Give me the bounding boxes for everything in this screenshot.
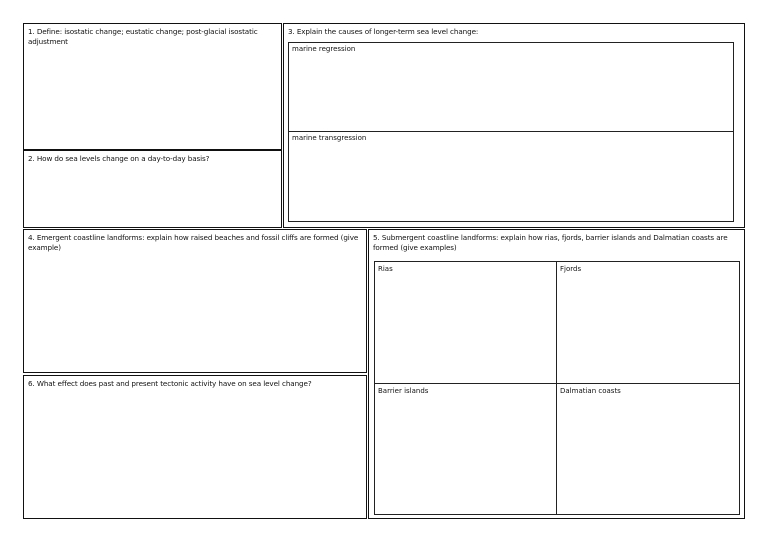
q3-transgression-label: marine transgression xyxy=(292,134,367,142)
q5-cell-fjords xyxy=(556,261,740,384)
q4-box xyxy=(23,229,367,373)
q5-cell-fjords-label: Fjords xyxy=(560,265,582,273)
q2-box xyxy=(23,150,282,228)
q1-prompt: 1. Define: isostatic change; eustatic change; post-glacial isostatic adjustment xyxy=(28,27,258,46)
q3-regression-cell xyxy=(288,42,734,132)
q6-box xyxy=(23,375,367,519)
q5-cell-barrier-islands-label: Barrier islands xyxy=(378,387,429,395)
q5-cell-dalmatian-coasts xyxy=(556,383,740,515)
q5-prompt: 5. Submergent coastline landforms: explain how rias, fjords, barrier islands and Dalmatian coasts are formed (give examples) xyxy=(373,233,728,252)
q3-regression-label: marine regression xyxy=(292,45,356,53)
q5-cell-rias-label: Rias xyxy=(378,265,393,273)
q3-transgression-cell xyxy=(288,131,734,222)
q3-prompt: 3. Explain the causes of longer-term sea level change: xyxy=(288,27,479,36)
q2-prompt: 2. How do sea levels change on a day-to-day basis? xyxy=(28,154,210,163)
q4-prompt: 4. Emergent coastline landforms: explain how raised beaches and fossil cliffs are formed (give example) xyxy=(28,233,359,252)
q6-prompt: 6. What effect does past and present tectonic activity have on sea level change? xyxy=(28,379,312,388)
q5-cell-barrier-islands xyxy=(374,383,557,515)
q5-cell-rias xyxy=(374,261,557,384)
q5-cell-dalmatian-coasts-label: Dalmatian coasts xyxy=(560,387,621,395)
q1-box xyxy=(23,23,282,150)
